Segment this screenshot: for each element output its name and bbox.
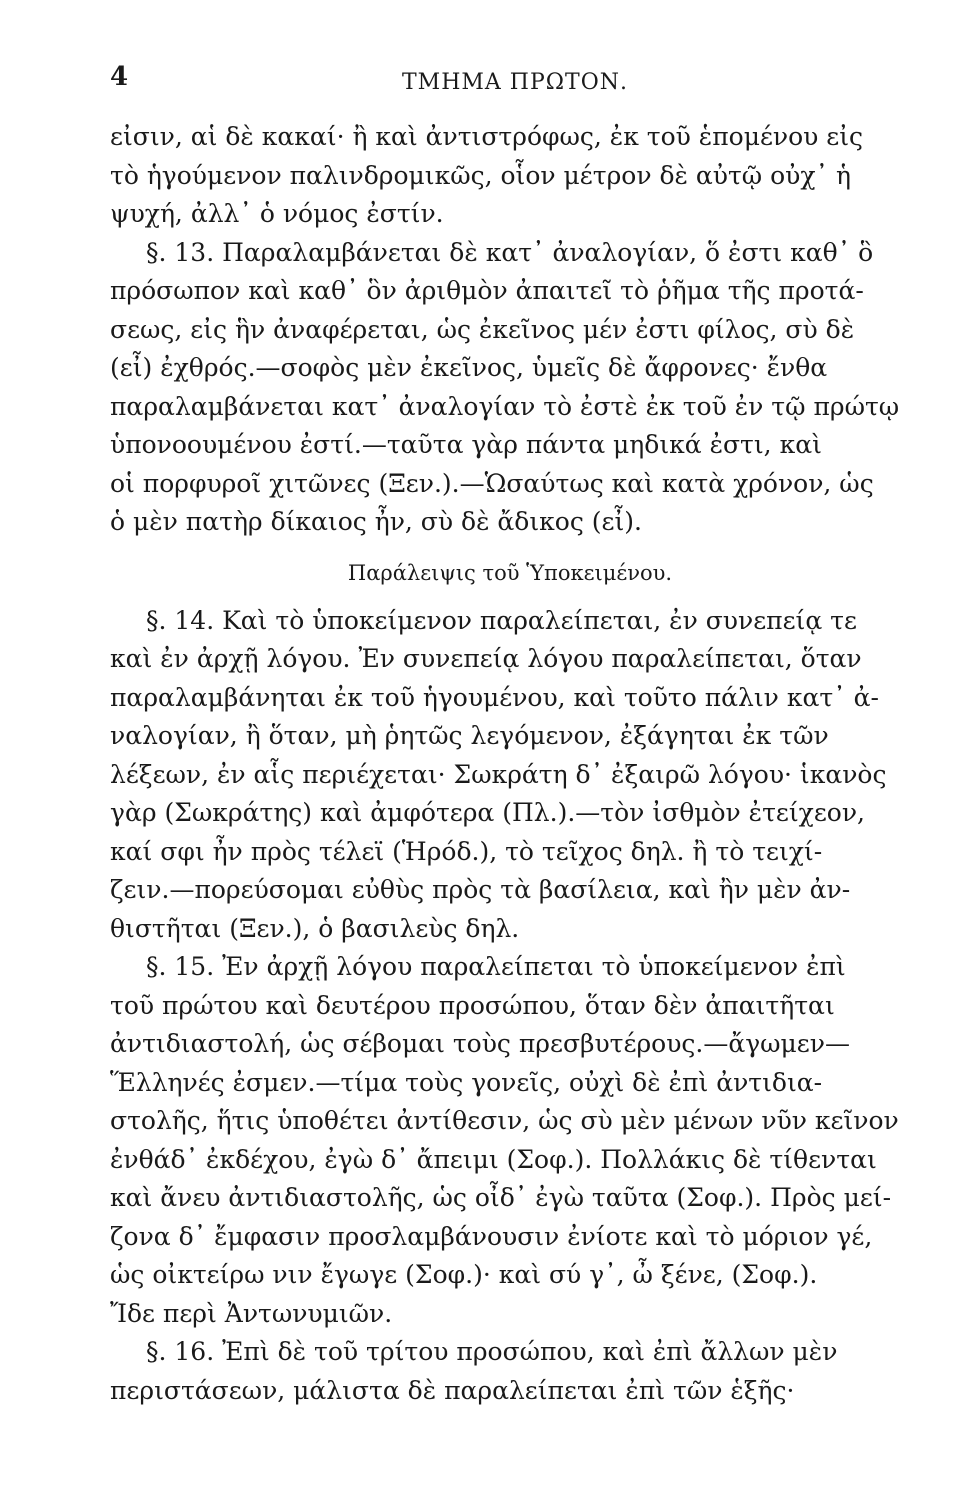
text-line: καὶ ἐν ἀρχῇ λόγου. Ἐν συνεπείᾳ λόγου παραλείπεται, ὅταν [110, 644, 862, 673]
text-line: (εἶ) ἐχθρός.—σοφὸς μὲν ἐκεῖνος, ὑμεῖς δὲ ἄφρονες· ἔνθα [110, 353, 828, 382]
section-16-start: §. 16. Ἐπὶ δὲ τοῦ τρίτου προσώπου, καὶ ἐπὶ ἄλλων μὲν [146, 1337, 838, 1366]
section-15-start: §. 15. Ἐν ἀρχῇ λόγου παραλείπεται τὸ ὑποκείμενον ἐπὶ [146, 952, 846, 981]
text-line: ἀντιδιαστολή, ὡς σέβομαι τοὺς πρεσβυτέρους.—ἄγωμεν— [110, 1029, 850, 1058]
running-title: ΤΜΗΜΑ ΠΡΩΤΟΝ. [402, 70, 628, 95]
text-line: ναλογίαν, ἢ ὅταν, μὴ ῥητῶς λεγόμενον, ἐξάγηται ἐκ τῶν [110, 721, 829, 750]
text-line: πρόσωπον καὶ καθ᾽ ὃν ἀριθμὸν ἀπαιτεῖ τὸ ῥῆμα τῆς προτά- [110, 276, 864, 305]
text-line: παραλαμβάνηται ἐκ τοῦ ἡγουμένου, καὶ τοῦτο πάλιν κατ᾽ ἀ- [110, 682, 879, 712]
page-number: 4 [110, 62, 129, 92]
text-line: στολῆς, ἥτις ὑποθέτει ἀντίθεσιν, ὡς σὺ μὲν μένων νῦν κεῖνον [110, 1106, 899, 1135]
text-line: ψυχή, ἀλλ᾽ ὁ νόμος ἐστίν. [110, 199, 444, 228]
section-subheading: Παράλειψις τοῦ Ὑποκειμένου. [347, 560, 673, 585]
body-text [110, 118, 910, 1410]
page-header [110, 62, 910, 102]
text-line: καί σφι ἦν πρὸς τέλεϊ (Ἡρόδ.), τὸ τεῖχος δηλ. ἢ τὸ τειχί- [110, 836, 823, 866]
text-line: ὁ μὲν πατὴρ δίκαιος ἦν, σὺ δὲ ἄδικος (εἶ). [110, 507, 642, 536]
text-line: ὑπονοουμένου ἐστί.—ταῦτα γὰρ πάντα μηδικά ἐστι, καὶ [110, 430, 822, 459]
text-line: Ἴδε περὶ Ἀντωνυμιῶν. [110, 1298, 393, 1328]
section-14-start: §. 14. Καὶ τὸ ὑποκείμενον παραλείπεται, ἐν συνεπείᾳ τε [146, 605, 857, 635]
text-line: καὶ ἄνευ ἀντιδιαστολῆς, ὡς οἶδ᾽ ἐγὼ ταῦτα (Σοφ.). Πρὸς μεί- [110, 1183, 892, 1212]
text-line: σεως, εἰς ἣν ἀναφέρεται, ὡς ἐκεῖνος μέν ἐστι φίλος, σὺ δὲ [110, 314, 855, 344]
text-line: εἰσιν, αἱ δὲ κακαί· ἢ καὶ ἀντιστρόφως, ἐκ τοῦ ἑπομένου εἰς [110, 122, 864, 151]
text-line: παραλαμβάνεται κατ᾽ ἀναλογίαν τὸ ἐστὲ ἐκ τοῦ ἐν τῷ πρώτῳ [110, 391, 900, 421]
text-line: ὡς οἰκτείρω νιν ἔγωγε (Σοφ.)· καὶ σύ γ᾽, ὦ ξένε, (Σοφ.). [110, 1260, 818, 1289]
text-line: ἐνθάδ᾽ ἐκδέχου, ἐγὼ δ᾽ ἄπειμι (Σοφ.). Πολλάκις δὲ τίθενται [110, 1144, 877, 1174]
text-line: γὰρ (Σωκράτης) καὶ ἀμφότερα (Πλ.).—τὸν ἰσθμὸν ἐτείχεον, [110, 798, 865, 827]
text-line: τοῦ πρώτου καὶ δευτέρου προσώπου, ὅταν δὲν ἀπαιτῆται [110, 990, 835, 1020]
text-line: ζονα δ᾽ ἔμφασιν προσλαμβάνουσιν ἐνίοτε καὶ τὸ μόριον γέ, [110, 1221, 873, 1251]
text-line: Ἕλληνές ἐσμεν.—τίμα τοὺς γονεῖς, οὐχὶ δὲ ἐπὶ ἀντιδια- [110, 1067, 823, 1097]
text-line: λέξεων, ἐν αἷς περιέχεται· Σωκράτη δ᾽ ἐξαιρῶ λόγου· ἱκανὸς [110, 759, 887, 789]
text-line: τὸ ἡγούμενον παλινδρομικῶς, οἷον μέτρον δὲ αὐτῷ οὐχ᾽ ἡ [110, 160, 851, 190]
text-line: περιστάσεων, μάλιστα δὲ παραλείπεται ἐπὶ τῶν ἑξῆς· [110, 1375, 795, 1405]
section-13-start: §. 13. Παραλαμβάνεται δὲ κατ᾽ ἀναλογίαν, ὅ ἐστι καθ᾽ ὃ [146, 237, 874, 267]
text-line: θιστῆται (Ξεν.), ὁ βασιλεὺς δηλ. [110, 913, 520, 943]
text-line: οἱ πορφυροῖ χιτῶνες (Ξεν.).—Ὡσαύτως καὶ κατὰ χρόνον, ὡς [110, 468, 874, 498]
text-line: ζειν.—πορεύσομαι εὐθὺς πρὸς τὰ βασίλεια, καὶ ἢν μὲν ἀν- [110, 875, 851, 904]
